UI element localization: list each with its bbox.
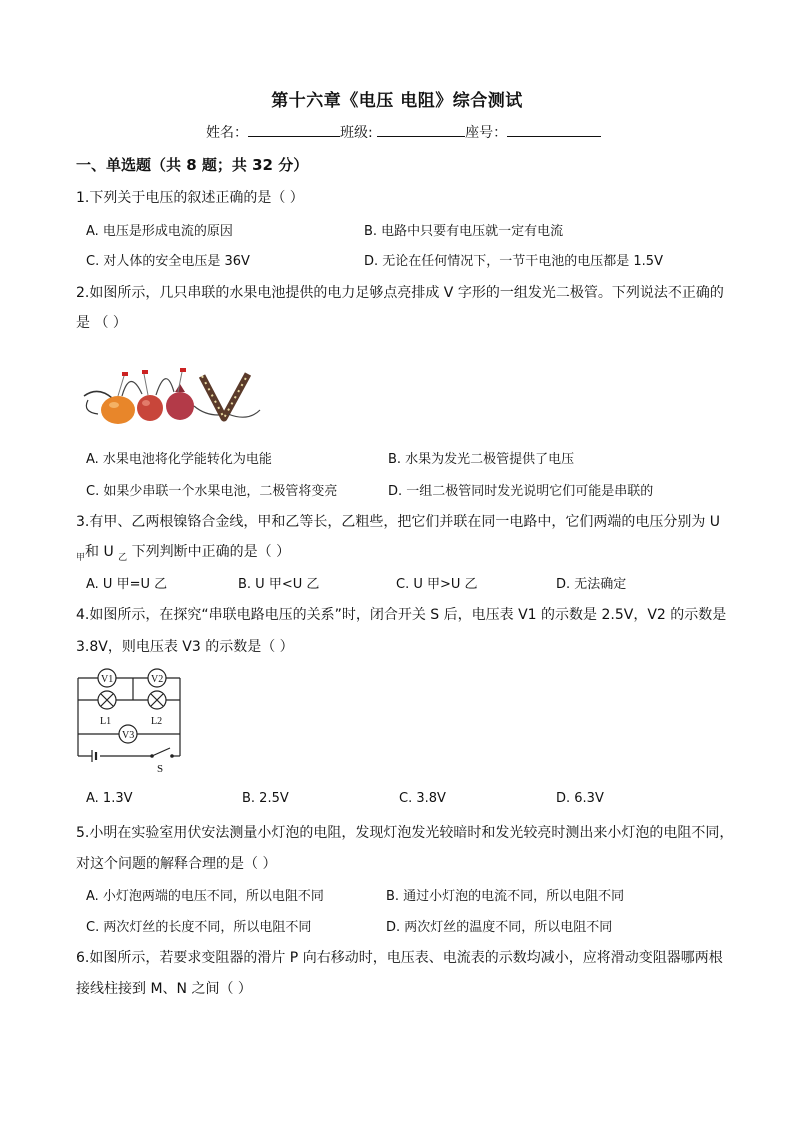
question-1-stem: 1.下列关于电压的叙述正确的是（ ） <box>76 190 304 206</box>
apple-fruit <box>137 395 163 421</box>
q2-option-c[interactable]: C. 如果少串联一个水果电池，二极管将变亮 <box>86 484 338 499</box>
class-blank[interactable] <box>377 124 465 137</box>
name-label: 姓名： <box>206 125 248 141</box>
q3-option-b[interactable]: B. U 甲<U 乙 <box>238 577 320 592</box>
question-6-stem-line1: 6.如图所示，若要求变阻器的滑片 P 向右移动时，电压表、电流表的示数均减小，应将滑动变阻器哪两根 <box>76 950 723 966</box>
l2-label: L2 <box>151 716 163 727</box>
q2-option-b[interactable]: B. 水果为发光二极管提供了电压 <box>388 452 575 467</box>
q5-option-c[interactable]: C. 两次灯丝的长度不同，所以电阻不同 <box>86 920 312 935</box>
switch-label: S <box>157 763 164 775</box>
section-title: 一、单选题（共 8 题；共 32 分） <box>76 156 309 174</box>
q5-option-b[interactable]: B. 通过小灯泡的电流不同，所以电阻不同 <box>386 889 625 904</box>
v3-label: V3 <box>122 730 135 741</box>
question-4-stem-line1: 4.如图所示，在探究“串联电路电压的关系”时，闭合开关 S 后，电压表 V1 的示数是 2.5V，V2 的示数是 <box>76 607 727 623</box>
q4-option-b[interactable]: B. 2.5V <box>242 791 289 806</box>
question-4-stem-line2: 3.8V，则电压表 V3 的示数是（ ） <box>76 639 294 655</box>
q4-option-d[interactable]: D. 6.3V <box>556 791 604 806</box>
q3-option-a[interactable]: A. U 甲=U 乙 <box>86 577 168 592</box>
name-blank[interactable] <box>248 124 340 137</box>
q3-option-c[interactable]: C. U 甲>U 乙 <box>396 577 478 592</box>
question-2-stem-line1: 2.如图所示，几只串联的水果电池提供的电力足够点亮排成 V 字形的一组发光二极管。下列说法不正确的 <box>76 285 724 301</box>
q4-option-a[interactable]: A. 1.3V <box>86 791 133 806</box>
pomegranate-fruit <box>166 392 194 420</box>
q2-option-a[interactable]: A. 水果电池将化学能转化为电能 <box>86 452 272 467</box>
orange-fruit <box>101 396 135 424</box>
series-circuit-diagram <box>74 664 188 776</box>
q1-option-d[interactable]: D. 无论在任何情况下，一节干电池的电压都是 1.5V <box>364 254 663 269</box>
led-v-strip <box>202 374 248 418</box>
seat-label: 座号： <box>465 125 508 141</box>
class-label: 班级: <box>340 125 373 141</box>
q2-option-d[interactable]: D. 一组二极管同时发光说明它们可能是串联的 <box>388 484 654 499</box>
q1-option-b[interactable]: B. 电路中只要有电压就一定有电流 <box>364 224 564 239</box>
v1-label: V1 <box>101 674 114 685</box>
q3-option-d[interactable]: D. 无法确定 <box>556 577 627 592</box>
q1-option-a[interactable]: A. 电压是形成电流的原因 <box>86 224 233 239</box>
fruit-battery-image <box>78 356 264 426</box>
q4-option-c[interactable]: C. 3.8V <box>399 791 446 806</box>
v2-label: V2 <box>151 674 164 685</box>
l1-label: L1 <box>100 716 112 727</box>
q5-option-a[interactable]: A. 小灯泡两端的电压不同，所以电阻不同 <box>86 889 324 904</box>
seat-blank[interactable] <box>507 124 601 137</box>
question-3-stem-line1: 3.有甲、乙两根镍铬合金线，甲和乙等长，乙粗些，把它们并联在同一电路中，它们两端的电压分别为 U <box>76 514 721 530</box>
page-title: 第十六章《电压 电阻》综合测试 <box>271 91 523 111</box>
question-5-stem-line1: 5.小明在实验室用伏安法测量小灯泡的电阻，发现灯泡发光较暗时和发光较亮时测出来小灯泡的电阻不同， <box>76 825 734 841</box>
q5-option-d[interactable]: D. 两次灯丝的温度不同，所以电阻不同 <box>386 920 613 935</box>
student-info-row <box>206 122 601 142</box>
question-6-stem-line2: 接线柱接到 M、N 之间（ ） <box>76 981 252 997</box>
question-5-stem-line2: 对这个问题的解释合理的是（ ） <box>76 856 277 872</box>
q1-option-c[interactable]: C. 对人体的安全电压是 36V <box>86 254 250 269</box>
question-3-stem-line2: $_甲$和 U $_乙$ 下列判断中正确的是（ ） <box>76 544 291 563</box>
question-2-stem-line2: 是 （ ） <box>76 315 127 331</box>
